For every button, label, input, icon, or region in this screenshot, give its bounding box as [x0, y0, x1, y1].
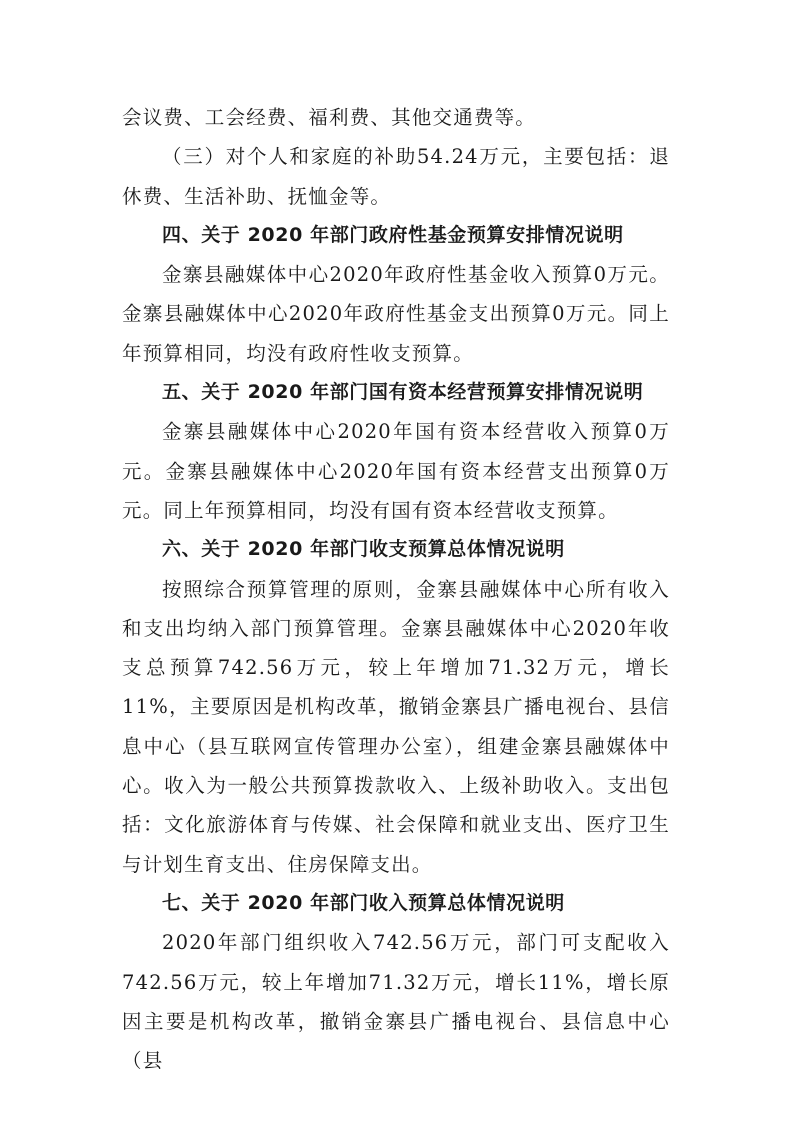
- document-page: [122, 98, 670, 1080]
- paragraph-income-budget: 2020年部门组织收入742.56万元，部门可支配收入742.56万元，较上年增加71.32万元，增长11%，增长原因主要是机构改革，撤销金寨县广播电视台、县信息中心（县: [122, 931, 670, 1073]
- section-heading-5: 五、关于 2020 年部门国有资本经营预算安排情况说明: [162, 381, 644, 404]
- paragraph-state-capital: 金寨县融媒体中心2020年国有资本经营收入预算0万元。金寨县融媒体中心2020年国有资本经营支出预算0万元。同上年预算相同，均没有国有资本经营收支预算。: [122, 420, 670, 522]
- section-heading-7: 七、关于 2020 年部门收入预算总体情况说明: [162, 891, 565, 914]
- paragraph-expenses-continuation: 会议费、工会经费、福利费、其他交通费等。: [122, 106, 537, 129]
- section-heading-6: 六、关于 2020 年部门收支预算总体情况说明: [162, 538, 565, 561]
- paragraph-overall-budget: 按照综合预算管理的原则，金寨县融媒体中心所有收入和支出均纳入部门预算管理。金寨县融媒体中心2020年收支总预算742.56万元，较上年增加71.32万元，增长11%，主要原因是机构改革，撤销金寨县广播电视台、县信息中心（县互联网宣传管理办公室），组建金寨县融媒体中心。收入为一般公共预算拨款收入、上级补助收入。支出包括：文化旅游体育与传媒、社会保障和就业支出、医疗卫生与计划生育支出、住房保障支出。: [122, 577, 670, 876]
- section-heading-4: 四、关于 2020 年部门政府性基金预算安排情况说明: [162, 223, 624, 246]
- paragraph-government-fund: 金寨县融媒体中心2020年政府性基金收入预算0万元。金寨县融媒体中心2020年政府性基金支出预算0万元。同上年预算相同，均没有政府性收支预算。: [122, 263, 670, 365]
- paragraph-personal-subsidy: （三）对个人和家庭的补助54.24万元，主要包括：退休费、生活补助、抚恤金等。: [122, 145, 670, 208]
